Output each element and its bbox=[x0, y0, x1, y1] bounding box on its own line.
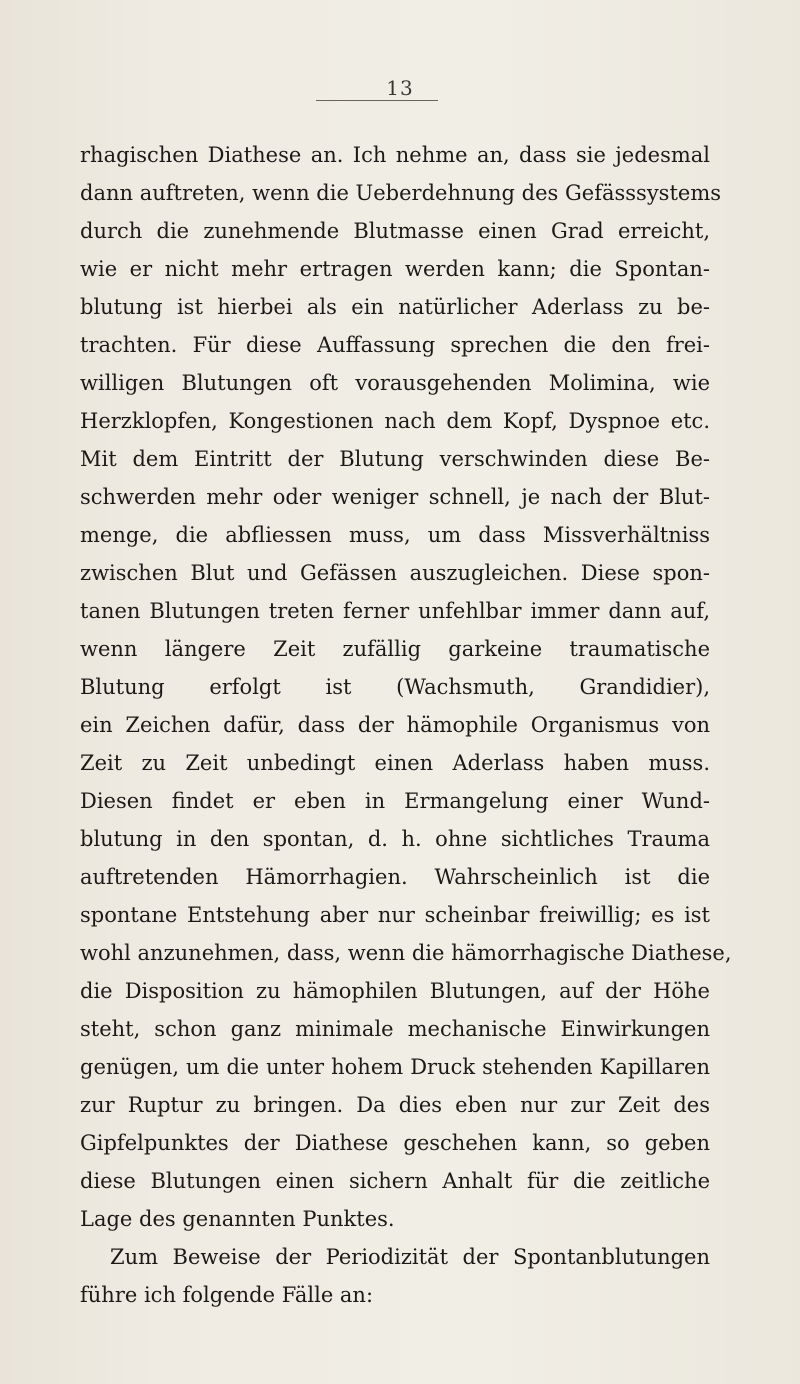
body-text bbox=[80, 136, 732, 1314]
page-number: 13 bbox=[386, 76, 414, 100]
text-line: diese Blutungen einen sichern Anhalt für die zeitliche bbox=[80, 1169, 710, 1193]
text-line: blutung ist hierbei als ein natürlicher Aderlass zu be- bbox=[80, 295, 710, 319]
text-line: wenn längere Zeit zufällig garkeine traumatische bbox=[80, 637, 710, 661]
text-line: Herzklopfen, Kongestionen nach dem Kopf, Dyspnoe etc. bbox=[80, 409, 710, 433]
text-line: Lage des genannten Punktes. bbox=[80, 1207, 395, 1231]
text-line: Blutung erfolgt ist (Wachsmuth, Grandidier), bbox=[80, 675, 710, 699]
text-line: schwerden mehr oder weniger schnell, je nach der Blut- bbox=[80, 485, 710, 509]
text-line: dann auftreten, wenn die Ueberdehnung des Gefässsystems bbox=[80, 181, 722, 205]
text-line: führe ich folgende Fälle an: bbox=[80, 1283, 374, 1307]
text-line: Zeit zu Zeit unbedingt einen Aderlass haben muss. bbox=[80, 751, 710, 775]
text-line: genügen, um die unter hohem Druck stehenden Kapillaren bbox=[80, 1055, 710, 1079]
text-line: Diesen findet er eben in Ermangelung einer Wund- bbox=[80, 789, 710, 813]
text-line: rhagischen Diathese an. Ich nehme an, dass sie jedesmal bbox=[80, 143, 710, 167]
text-line: wie er nicht mehr ertragen werden kann; die Spontan- bbox=[80, 257, 710, 281]
text-line: zwischen Blut und Gefässen auszugleichen. Diese spon- bbox=[80, 561, 710, 585]
text-line: willigen Blutungen oft vorausgehenden Molimina, wie bbox=[80, 371, 710, 395]
text-line: Mit dem Eintritt der Blutung verschwinden diese Be- bbox=[80, 447, 710, 471]
text-line: trachten. Für diese Auffassung sprechen die den frei- bbox=[80, 333, 710, 357]
text-line: steht, schon ganz minimale mechanische Einwirkungen bbox=[80, 1017, 710, 1041]
text-line: Gipfelpunktes der Diathese geschehen kann, so geben bbox=[80, 1131, 710, 1155]
text-line: menge, die abfliessen muss, um dass Missverhältniss bbox=[80, 523, 710, 547]
text-line: zur Ruptur zu bringen. Da dies eben nur zur Zeit des bbox=[80, 1093, 710, 1117]
text-line: blutung in den spontan, d. h. ohne sichtliches Trauma bbox=[80, 827, 710, 851]
text-line: wohl anzunehmen, dass, wenn die hämorrhagische Diathese, bbox=[80, 941, 732, 965]
text-line: spontane Entstehung aber nur scheinbar freiwillig; es ist bbox=[80, 903, 710, 927]
text-line: die Disposition zu hämophilen Blutungen, auf der Höhe bbox=[80, 979, 710, 1003]
page-number-rule bbox=[316, 100, 438, 101]
text-line: auftretenden Hämorrhagien. Wahrscheinlich ist die bbox=[80, 865, 710, 889]
text-line: ein Zeichen dafür, dass der hämophile Organismus von bbox=[80, 713, 710, 737]
text-line: durch die zunehmende Blutmasse einen Grad erreicht, bbox=[80, 219, 710, 243]
text-line: tanen Blutungen treten ferner unfehlbar immer dann auf, bbox=[80, 599, 710, 623]
text-line: Zum Beweise der Periodizität der Spontanblutungen bbox=[110, 1245, 710, 1269]
